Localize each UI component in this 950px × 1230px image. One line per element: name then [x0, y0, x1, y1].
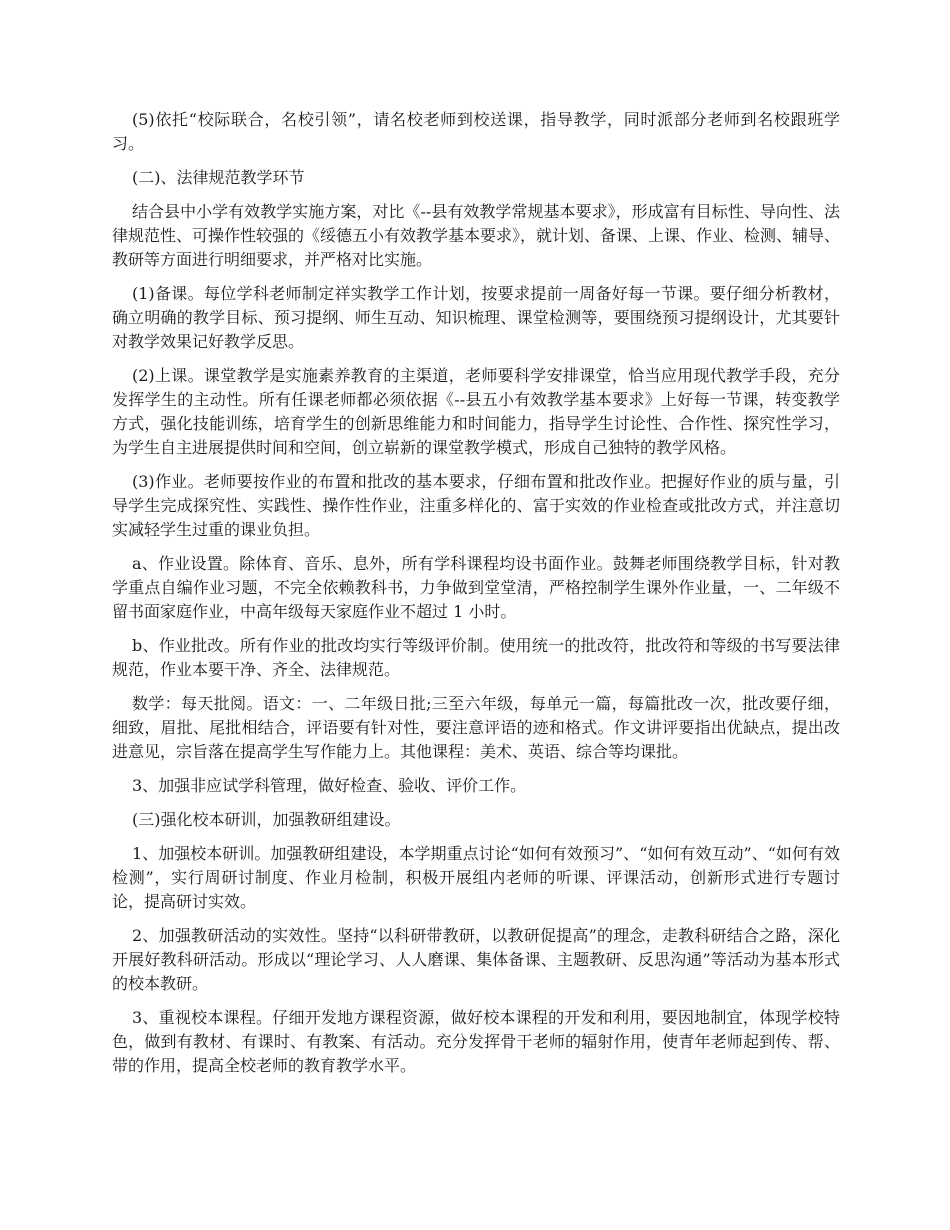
paragraph-school-cooperation: (5)依托“校际联合，名校引领”，请名校老师到校送课，指导教学，同时派部分老师到名校跟班学习。	[112, 110, 840, 153]
paragraph-implementation-plan: 结合县中小学有效教学实施方案，对比《--县有效教学常规基本要求》，形成富有目标性、导向性、法律规范性、可操作性较强的《绥德五小有效教学基本要求》，就计划、备课、上课、作业、检测、辅导、教研等方面进行明细要求，并严格对比实施。	[112, 202, 841, 269]
paragraph-homework-grading: b、作业批改。所有作业的批改均实行等级评价制。使用统一的批改符，批改符和等级的书写要法律规范，作业本要干净、齐全、法律规范。	[112, 636, 840, 679]
document-page	[112, 108, 840, 1088]
paragraph-school-research: 1、加强校本研训。加强教研组建设，本学期重点讨论“如何有效预习”、“如何有效互动”、“如何有效检测”，实行周研讨制度、作业月检制，积极开展组内老师的听课、评课活动，创新形式进行专题讨论，提高研讨实效。	[112, 844, 840, 911]
paragraph-subject-grading: 数学：每天批阅。语文：一、二年级日批;三至六年级，每单元一篇，每篇批改一次，批改要仔细，细致，眉批、尾批相结合，评语要有针对性，要注意评语的迹和格式。作文讲评要指出优缺点，提出改进意见，宗旨落在提高学生写作能力上。其他课程：美术、英语、综合等均课批。	[112, 694, 840, 761]
section-heading-teaching-norms: (二)、法律规范教学环节	[132, 168, 305, 187]
paragraph-homework-setting: a、作业设置。除体育、音乐、息外，所有学科课程均设书面作业。鼓舞老师围绕教学目标，针对教学重点自编作业习题，不完全依赖教科书，力争做到堂堂清，严格控制学生课外作业量，一、二年级不留书面家庭作业，中高年级每天家庭作业不超过 1 小时。	[112, 554, 840, 621]
section-heading-school-research: (三)强化校本研训，加强教研组建设。	[132, 810, 401, 829]
paragraph-research-effectiveness: 2、加强教研活动的实效性。坚持“以科研带教研，以教研促提高”的理念，走教科研结合之路，深化开展好教科研活动。形成以“理论学习、人人磨课、集体备课、主题教研、反思沟通”等活动为基本形式的校本教研。	[112, 926, 840, 993]
paragraph-non-exam-subjects: 3、加强非应试学科管理，做好检查、验收、评价工作。	[132, 776, 527, 795]
paragraph-classroom-teaching: (2)上课。课堂教学是实施素养教育的主渠道，老师要科学安排课堂，恰当应用现代教学手段，充分发挥学生的主动性。所有任课老师都必须依据《--县五小有效教学基本要求》上好每一节课，转变教学方式，强化技能训练，培育学生的创新思维能力和时间能力，指导学生讨论性、合作性、探究性学习，为学生自主进展提供时间和空间，创立崭新的课堂教学模式，形成自己独特的教学风格。	[112, 366, 840, 457]
paragraph-lesson-preparation: (1)备课。每位学科老师制定祥实教学工作计划，按要求提前一周备好每一节课。要仔细分析教材，确立明确的教学目标、预习提纲、师生互动、知识梳理、课堂检测等，要围绕预习提纲设计，尤其要针对教学效果记好教学反思。	[112, 284, 840, 351]
paragraph-homework: (3)作业。老师要按作业的布置和批改的基本要求，仔细布置和批改作业。把握好作业的质与量，引导学生完成探究性、实践性、操作性作业，注重多样化的、富于实效的作业检查或批改方式，并注意切实减轻学生过重的课业负担。	[112, 472, 840, 539]
paragraph-school-curriculum: 3、重视校本课程。仔细开发地方课程资源，做好校本课程的开发和利用，要因地制宜，体现学校特色，做到有教材、有课时、有教案、有活动。充分发挥骨干老师的辐射作用，使青年老师起到传、帮、带的作用，提高全校老师的教育教学水平。	[112, 1008, 840, 1075]
